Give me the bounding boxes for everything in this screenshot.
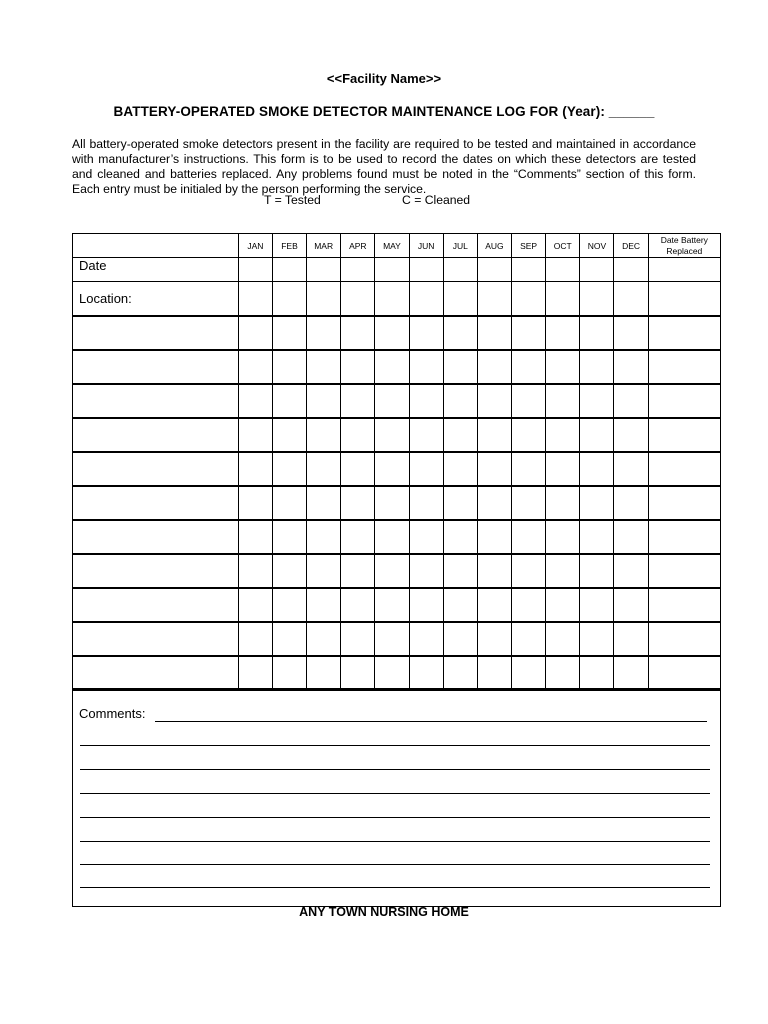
comment-line[interactable] <box>80 793 710 794</box>
entry-location-cell[interactable] <box>73 622 239 656</box>
entry-cell[interactable] <box>409 520 443 554</box>
entry-cell[interactable] <box>409 588 443 622</box>
entry-cell[interactable] <box>375 384 409 418</box>
entry-cell[interactable] <box>375 316 409 350</box>
entry-cell[interactable] <box>409 622 443 656</box>
comment-line[interactable] <box>80 864 710 865</box>
entry-cell[interactable] <box>648 452 720 486</box>
location-cell[interactable] <box>238 282 272 317</box>
table-header-row <box>73 234 721 258</box>
entry-cell[interactable] <box>512 588 546 622</box>
entry-cell[interactable] <box>272 452 306 486</box>
entry-cell[interactable] <box>580 316 614 350</box>
entry-cell[interactable] <box>477 520 511 554</box>
entry-cell[interactable] <box>341 588 375 622</box>
entry-cell[interactable] <box>409 452 443 486</box>
entry-cell[interactable] <box>648 418 720 452</box>
entry-cell[interactable] <box>648 554 720 588</box>
comment-line[interactable] <box>80 745 710 746</box>
table-row <box>73 452 721 486</box>
entry-cell[interactable] <box>614 520 648 554</box>
entry-cell[interactable] <box>341 418 375 452</box>
entry-cell[interactable] <box>238 486 272 520</box>
entry-cell[interactable] <box>443 622 477 656</box>
entry-cell[interactable] <box>341 350 375 384</box>
date-battery-header-line2: Replaced <box>666 245 703 256</box>
entry-cell[interactable] <box>648 486 720 520</box>
entry-cell[interactable] <box>238 622 272 656</box>
maintenance-log-table <box>72 233 721 691</box>
entry-location-cell[interactable] <box>73 588 239 622</box>
date-battery-replaced-header <box>648 234 720 258</box>
location-cell[interactable] <box>614 282 648 317</box>
entry-cell[interactable] <box>272 316 306 350</box>
table-row <box>73 384 721 418</box>
entry-location-cell[interactable] <box>73 384 239 418</box>
entry-cell[interactable] <box>307 418 341 452</box>
entry-cell[interactable] <box>512 554 546 588</box>
entry-cell[interactable] <box>341 452 375 486</box>
entry-cell[interactable] <box>341 316 375 350</box>
entry-location-cell[interactable] <box>73 418 239 452</box>
entry-cell[interactable] <box>238 316 272 350</box>
entry-cell[interactable] <box>580 588 614 622</box>
entry-cell[interactable] <box>580 656 614 690</box>
location-cell[interactable] <box>477 282 511 317</box>
entry-cell[interactable] <box>546 486 580 520</box>
entry-cell[interactable] <box>307 486 341 520</box>
entry-cell[interactable] <box>341 520 375 554</box>
location-cell[interactable] <box>443 282 477 317</box>
month-header: MAR <box>307 234 341 258</box>
entry-cell[interactable] <box>409 350 443 384</box>
table-row <box>73 622 721 656</box>
entry-cell[interactable] <box>648 350 720 384</box>
date-cell[interactable] <box>443 258 477 282</box>
entry-cell[interactable] <box>443 588 477 622</box>
entry-cell[interactable] <box>375 418 409 452</box>
location-row <box>73 282 721 317</box>
entry-cell[interactable] <box>580 486 614 520</box>
month-header: JUN <box>409 234 443 258</box>
footer-facility: ANY TOWN NURSING HOME <box>299 905 469 919</box>
entry-cell[interactable] <box>546 452 580 486</box>
entry-cell[interactable] <box>580 554 614 588</box>
entry-cell[interactable] <box>341 554 375 588</box>
entry-cell[interactable] <box>238 588 272 622</box>
date-cell[interactable] <box>409 258 443 282</box>
page-title: BATTERY-OPERATED SMOKE DETECTOR MAINTENANCE LOG FOR (Year): ______ <box>113 104 655 119</box>
entry-cell[interactable] <box>512 622 546 656</box>
table-row <box>73 350 721 384</box>
date-battery-header-line1: Date Battery <box>660 234 708 245</box>
comments-box <box>72 688 721 907</box>
entry-cell[interactable] <box>272 588 306 622</box>
entry-cell[interactable] <box>238 452 272 486</box>
entry-cell[interactable] <box>648 316 720 350</box>
entry-cell[interactable] <box>409 486 443 520</box>
entry-cell[interactable] <box>307 350 341 384</box>
entry-cell[interactable] <box>307 588 341 622</box>
month-header: JUL <box>443 234 477 258</box>
entry-cell[interactable] <box>614 452 648 486</box>
entry-cell[interactable] <box>477 452 511 486</box>
entry-cell[interactable] <box>307 656 341 690</box>
date-cell[interactable] <box>375 258 409 282</box>
table-row <box>73 656 721 690</box>
location-cell[interactable] <box>409 282 443 317</box>
entry-cell[interactable] <box>238 656 272 690</box>
entry-cell[interactable] <box>546 656 580 690</box>
entry-cell[interactable] <box>238 520 272 554</box>
entry-cell[interactable] <box>238 384 272 418</box>
entry-cell[interactable] <box>580 418 614 452</box>
date-cell[interactable] <box>546 258 580 282</box>
entry-cell[interactable] <box>512 384 546 418</box>
entry-cell[interactable] <box>443 656 477 690</box>
entry-cell[interactable] <box>614 418 648 452</box>
date-row-label: Date <box>73 258 239 282</box>
intro-paragraph: All battery-operated smoke detectors present in the facility are required to be tested and maintained in accordance with manufacturer’s instructions. This form is to be used to record the dates on which these detectors are tested and cleaned and batteries replaced. Any problems found must be noted in the “Comments” section of this form. Each entry must be initialed by the person performing the service. <box>72 137 696 196</box>
location-cell[interactable] <box>307 282 341 317</box>
entry-cell[interactable] <box>443 418 477 452</box>
entry-cell[interactable] <box>512 418 546 452</box>
comment-line[interactable] <box>80 841 710 842</box>
table-row <box>73 554 721 588</box>
entry-cell[interactable] <box>307 622 341 656</box>
month-header: NOV <box>580 234 614 258</box>
entry-cell[interactable] <box>375 452 409 486</box>
entry-cell[interactable] <box>272 554 306 588</box>
entry-cell[interactable] <box>614 622 648 656</box>
month-header: APR <box>341 234 375 258</box>
entry-cell[interactable] <box>614 350 648 384</box>
entry-cell[interactable] <box>307 316 341 350</box>
entry-cell[interactable] <box>272 350 306 384</box>
entry-cell[interactable] <box>409 656 443 690</box>
table-row <box>73 520 721 554</box>
entry-cell[interactable] <box>546 418 580 452</box>
location-cell[interactable] <box>580 282 614 317</box>
entry-cell[interactable] <box>272 486 306 520</box>
entry-cell[interactable] <box>341 486 375 520</box>
table-row <box>73 316 721 350</box>
entry-cell[interactable] <box>477 588 511 622</box>
entry-cell[interactable] <box>272 418 306 452</box>
month-header: JAN <box>238 234 272 258</box>
table-row <box>73 418 721 452</box>
entry-location-cell[interactable] <box>73 656 239 690</box>
entry-cell[interactable] <box>238 554 272 588</box>
entry-cell[interactable] <box>614 588 648 622</box>
location-cell[interactable] <box>375 282 409 317</box>
legend-cleaned: C = Cleaned <box>402 193 471 207</box>
entry-cell[interactable] <box>512 486 546 520</box>
facility-name: <<Facility Name>> <box>326 71 442 86</box>
entry-cell[interactable] <box>238 418 272 452</box>
entry-cell[interactable] <box>477 486 511 520</box>
comment-line[interactable] <box>80 769 710 770</box>
entry-location-cell[interactable] <box>73 350 239 384</box>
entry-cell[interactable] <box>614 316 648 350</box>
entry-cell[interactable] <box>272 520 306 554</box>
entry-cell[interactable] <box>443 486 477 520</box>
month-header: AUG <box>477 234 511 258</box>
comment-line[interactable] <box>80 887 710 888</box>
entry-cell[interactable] <box>477 384 511 418</box>
entry-cell[interactable] <box>375 486 409 520</box>
entry-cell[interactable] <box>375 588 409 622</box>
date-cell[interactable] <box>307 258 341 282</box>
entry-cell[interactable] <box>546 384 580 418</box>
comment-line[interactable] <box>80 817 710 818</box>
entry-cell[interactable] <box>307 520 341 554</box>
entry-cell[interactable] <box>477 350 511 384</box>
date-cell[interactable] <box>648 258 720 282</box>
entry-cell[interactable] <box>443 452 477 486</box>
entry-cell[interactable] <box>443 350 477 384</box>
date-cell[interactable] <box>477 258 511 282</box>
entry-cell[interactable] <box>512 316 546 350</box>
entry-cell[interactable] <box>272 622 306 656</box>
entry-cell[interactable] <box>409 554 443 588</box>
entry-cell[interactable] <box>546 520 580 554</box>
date-cell[interactable] <box>272 258 306 282</box>
entry-cell[interactable] <box>512 520 546 554</box>
entry-cell[interactable] <box>375 656 409 690</box>
entry-cell[interactable] <box>580 350 614 384</box>
entry-cell[interactable] <box>307 384 341 418</box>
month-header: DEC <box>614 234 648 258</box>
entry-cell[interactable] <box>648 588 720 622</box>
entry-cell[interactable] <box>614 656 648 690</box>
entry-cell[interactable] <box>512 350 546 384</box>
entry-cell[interactable] <box>238 350 272 384</box>
entry-location-cell[interactable] <box>73 452 239 486</box>
month-header: SEP <box>512 234 546 258</box>
entry-cell[interactable] <box>477 418 511 452</box>
table-row <box>73 486 721 520</box>
entry-cell[interactable] <box>648 384 720 418</box>
entry-location-cell[interactable] <box>73 316 239 350</box>
entry-cell[interactable] <box>614 554 648 588</box>
comment-line[interactable] <box>155 721 707 722</box>
location-cell[interactable] <box>272 282 306 317</box>
date-row <box>73 258 721 282</box>
entry-cell[interactable] <box>443 384 477 418</box>
entry-cell[interactable] <box>580 452 614 486</box>
date-cell[interactable] <box>341 258 375 282</box>
entry-cell[interactable] <box>375 350 409 384</box>
entry-cell[interactable] <box>307 554 341 588</box>
entry-cell[interactable] <box>307 452 341 486</box>
header-blank-cell <box>73 234 239 258</box>
month-header: OCT <box>546 234 580 258</box>
entry-cell[interactable] <box>409 384 443 418</box>
location-cell[interactable] <box>341 282 375 317</box>
table-row <box>73 588 721 622</box>
entry-cell[interactable] <box>477 656 511 690</box>
location-cell[interactable] <box>546 282 580 317</box>
entry-cell[interactable] <box>443 520 477 554</box>
entry-cell[interactable] <box>272 656 306 690</box>
entry-cell[interactable] <box>272 384 306 418</box>
location-row-label: Location: <box>73 282 239 317</box>
entry-cell[interactable] <box>341 384 375 418</box>
month-header: MAY <box>375 234 409 258</box>
entry-cell[interactable] <box>443 316 477 350</box>
entry-cell[interactable] <box>443 554 477 588</box>
entry-cell[interactable] <box>546 554 580 588</box>
entry-cell[interactable] <box>648 656 720 690</box>
comments-label: Comments: <box>79 706 146 721</box>
location-cell[interactable] <box>512 282 546 317</box>
entry-cell[interactable] <box>648 520 720 554</box>
entry-cell[interactable] <box>375 622 409 656</box>
entry-cell[interactable] <box>409 316 443 350</box>
entry-cell[interactable] <box>614 384 648 418</box>
entry-cell[interactable] <box>546 622 580 656</box>
entry-cell[interactable] <box>375 554 409 588</box>
entry-cell[interactable] <box>614 486 648 520</box>
entry-cell[interactable] <box>409 418 443 452</box>
location-cell[interactable] <box>648 282 720 317</box>
entry-cell[interactable] <box>512 656 546 690</box>
entry-cell[interactable] <box>477 554 511 588</box>
legend-tested: T = Tested <box>264 193 321 207</box>
entry-cell[interactable] <box>546 316 580 350</box>
entry-cell[interactable] <box>512 452 546 486</box>
entry-location-cell[interactable] <box>73 554 239 588</box>
date-cell[interactable] <box>238 258 272 282</box>
entry-cell[interactable] <box>341 656 375 690</box>
entry-cell[interactable] <box>546 350 580 384</box>
entry-cell[interactable] <box>477 316 511 350</box>
entry-cell[interactable] <box>580 520 614 554</box>
date-cell[interactable] <box>580 258 614 282</box>
entry-cell[interactable] <box>341 622 375 656</box>
entry-location-cell[interactable] <box>73 486 239 520</box>
entry-cell[interactable] <box>580 384 614 418</box>
entry-cell[interactable] <box>546 588 580 622</box>
date-cell[interactable] <box>512 258 546 282</box>
date-cell[interactable] <box>614 258 648 282</box>
entry-cell[interactable] <box>477 622 511 656</box>
entry-cell[interactable] <box>580 622 614 656</box>
month-header: FEB <box>272 234 306 258</box>
entry-cell[interactable] <box>648 622 720 656</box>
entry-cell[interactable] <box>375 520 409 554</box>
entry-location-cell[interactable] <box>73 520 239 554</box>
